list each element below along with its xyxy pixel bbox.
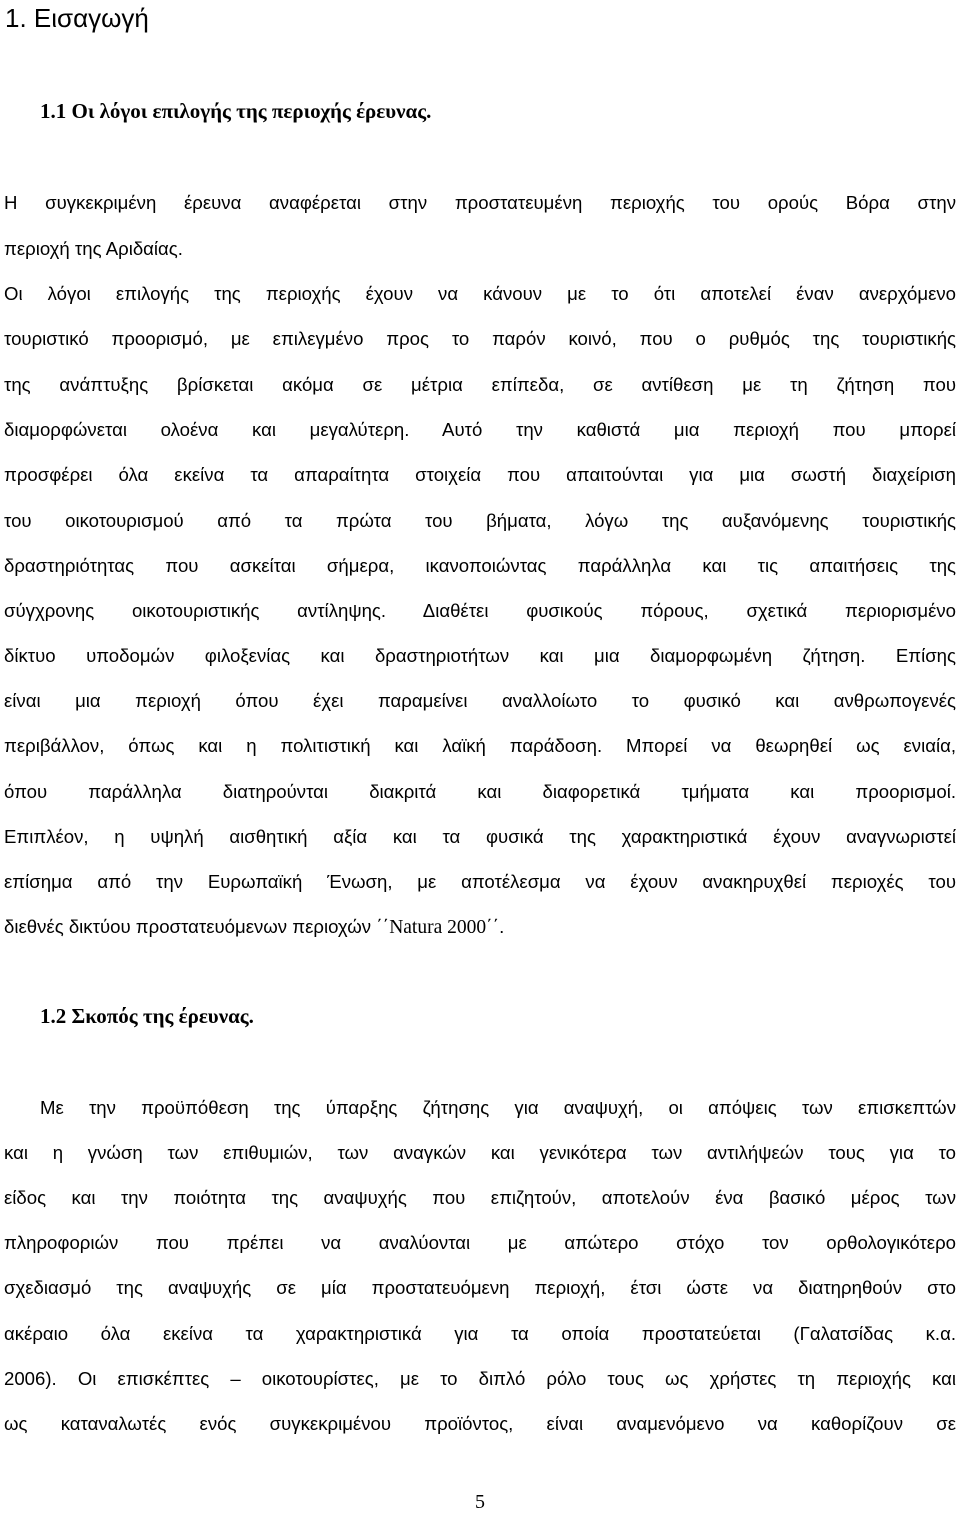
- paragraph-line: είναι μια περιοχή όπου έχει παραμείνει αναλλοίωτο το φυσικό και ανθρωπογενές: [4, 690, 956, 711]
- paragraph-line: όπου παράλληλα διατηρούνται διακριτά και διαφορετικά τμήματα και προορισμοί.: [4, 781, 956, 802]
- paragraph-line: περιβάλλον, όπως και η πολιτιστική και λαϊκή παράδοση. Μπορεί να θεωρηθεί ως ενιαία,: [4, 735, 956, 756]
- paragraph-line: Οι λόγοι επιλογής της περιοχής έχουν να κάνουν με το ότι αποτελεί έναν ανερχόμενο: [4, 283, 956, 304]
- subsection-heading-1-2: 1.2 Σκοπός της έρευνας.: [40, 1004, 254, 1028]
- paragraph-line: δραστηριότητας που ασκείται σήμερα, ικανοποιώντας παράλληλα και τις απαιτήσεις της: [4, 555, 956, 576]
- quote-mark: ΄΄: [486, 917, 500, 938]
- paragraph-line: Με την προϋπόθεση της ύπαρξης ζήτησης για αναψυχή, οι απόψεις των επισκεπτών: [40, 1097, 956, 1118]
- paragraph-line: περιοχή της Αριδαίας.: [4, 238, 183, 259]
- paragraph-line: του οικοτουρισμού από τα πρώτα του βήματα, λόγω της αυξανόμενης τουριστικής: [4, 510, 956, 531]
- paragraph-line: πληροφοριών που πρέπει να αναλύονται με απώτερο στόχο τον ορθολογικότερο: [4, 1232, 956, 1253]
- text-fragment: διεθνές δικτύου προστατευόμενων περιοχών: [4, 916, 377, 937]
- text-fragment: .: [499, 916, 505, 937]
- paragraph-line: Η συγκεκριμένη έρευνα αναφέρεται στην προστατευμένη περιοχής του ορούς Βόρα στην: [4, 192, 956, 213]
- paragraph-line: 2006). Οι επισκέπτες – οικοτουρίστες, με το διπλό ρόλο τους ως χρήστες τη περιοχής και: [4, 1368, 956, 1389]
- paragraph-line: Επιπλέον, η υψηλή αισθητική αξία και τα φυσικά της χαρακτηριστικά έχουν αναγνωριστεί: [4, 826, 956, 847]
- network-name: Natura 2000: [389, 917, 487, 938]
- paragraph-line: ακέραιο όλα εκείνα τα χαρακτηριστικά για τα οποία προστατεύεται (Γαλατσίδας κ.α.: [4, 1323, 956, 1344]
- paragraph-line: σχεδιασμό της αναψυχής σε μία προστατευόμενη περιοχή, έτσι ώστε να διατηρηθούν στο: [4, 1277, 956, 1298]
- paragraph-line: επίσημα από την Ευρωπαϊκή Ένωση, με αποτέλεσμα να έχουν ανακηρυχθεί περιοχές του: [4, 871, 956, 892]
- paragraph-line: δίκτυο υποδομών φιλοξενίας και δραστηριοτήτων και μια διαμορφωμένη ζήτηση. Επίσης: [4, 645, 956, 666]
- paragraph-line: είδος και την ποιότητα της αναψυχής που επιζητούν, αποτελούν ένα βασικό μέρος των: [4, 1187, 956, 1208]
- paragraph-line: προσφέρει όλα εκείνα τα απαραίτητα στοιχεία που απαιτούνται για μια σωστή διαχείριση: [4, 464, 956, 485]
- paragraph-line: διαμορφώνεται ολοένα και μεγαλύτερη. Αυτό την καθιστά μια περιοχή που μπορεί: [4, 419, 956, 440]
- page-number: 5: [475, 1491, 485, 1513]
- paragraph-line: της ανάπτυξης βρίσκεται ακόμα σε μέτρια επίπεδα, σε αντίθεση με τη ζήτηση που: [4, 374, 956, 395]
- paragraph-line: ως καταναλωτές ενός συγκεκριμένου προϊόντος, είναι αναμενόμενο να καθορίζουν σε: [4, 1413, 956, 1434]
- paragraph-line: και η γνώση των επιθυμιών, των αναγκών και γενικότερα των αντιλήψεών τους για το: [4, 1142, 956, 1163]
- subsection-heading-1-1: 1.1 Οι λόγοι επιλογής της περιοχής έρευνας.: [40, 99, 432, 123]
- quote-mark: ΄΄: [376, 917, 390, 938]
- paragraph-line-natura: [4, 914, 956, 941]
- paragraph-line: σύγχρονης οικοτουριστικής αντίληψης. Διαθέτει φυσικούς πόρους, σχετικά περιορισμένο: [4, 600, 956, 621]
- section-heading: 1. Εισαγωγή: [5, 3, 149, 33]
- paragraph-line: τουριστικό προορισμό, με επιλεγμένο προς το παρόν κοινό, που ο ρυθμός της τουριστικής: [4, 328, 956, 349]
